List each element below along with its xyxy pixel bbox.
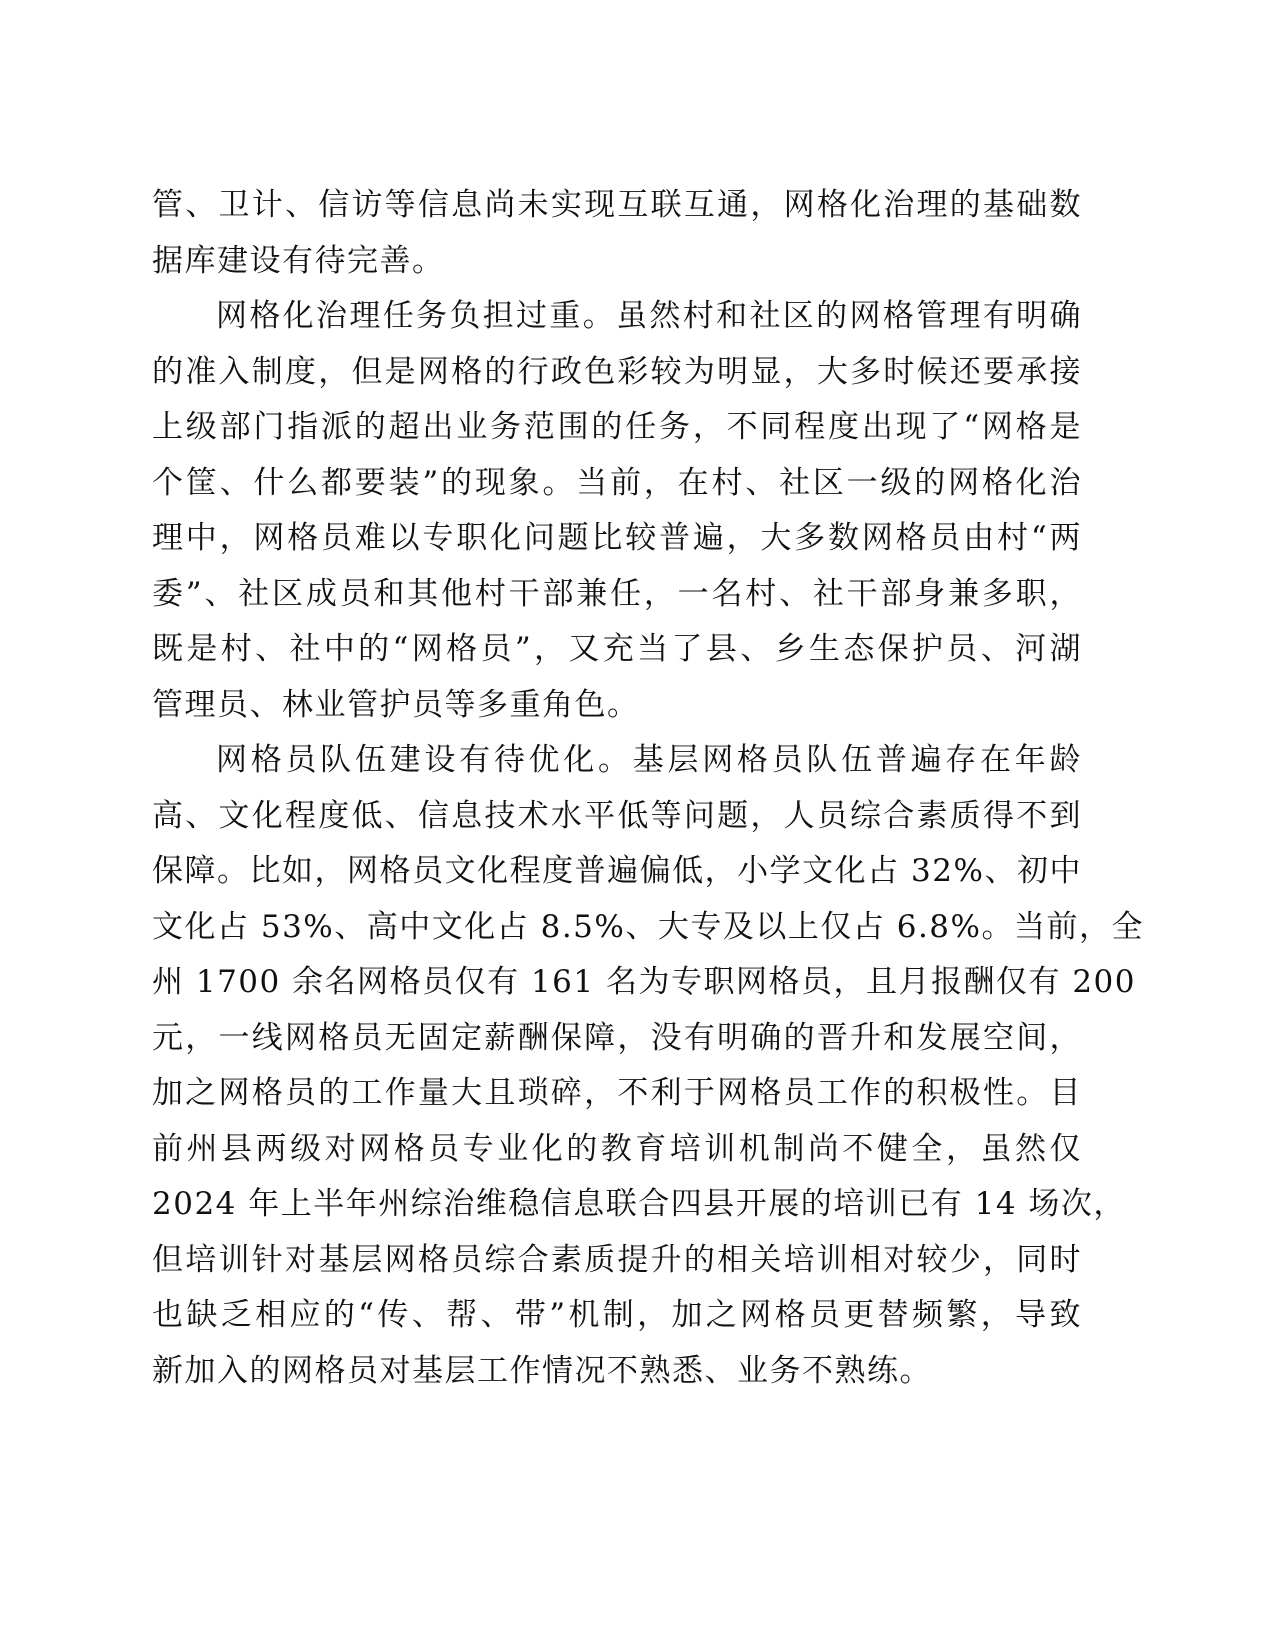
text-line: 管、卫计、信访等信息尚未实现互联互通，网格化治理的基础数 [152, 187, 1082, 223]
text-line: 元，一线网格员无固定薪酬保障，没有明确的晋升和发展空间， [152, 1019, 1082, 1056]
paragraph-3 [152, 733, 1144, 1399]
text-line: 也缺乏相应的“传、帮、带”机制，加之网格员更替频繁，导致 [152, 1297, 1082, 1333]
paragraph-2 [152, 289, 1082, 733]
text-line: 据库建设有待完善。 [152, 242, 445, 279]
text-line: 委”、社区成员和其他村干部兼任，一名村、社干部身兼多职， [152, 575, 1082, 612]
text-line: 网格员队伍建设有待优化。基层网格员队伍普遍存在年龄 [216, 742, 1082, 778]
text-line: 文化占 53%、高中文化占 8.5%、大专及以上仅占 6.8%。当前，全 [152, 908, 1144, 945]
text-line: 网格化治理任务负担过重。虽然村和社区的网格管理有明确 [216, 298, 1082, 334]
text-line: 高、文化程度低、信息技术水平低等问题，人员综合素质得不到 [152, 797, 1082, 834]
text-line: 保障。比如，网格员文化程度普遍偏低，小学文化占 32%、初中 [152, 853, 1082, 889]
text-line: 上级部门指派的超出业务范围的任务，不同程度出现了“网格是 [152, 409, 1082, 445]
text-line: 加之网格员的工作量大且琐碎，不利于网格员工作的积极性。目 [152, 1075, 1082, 1111]
text-line: 理中，网格员难以专职化问题比较普遍，大多数网格员由村“两 [152, 520, 1082, 556]
paragraph-1 [152, 178, 1082, 289]
text-line: 既是村、社中的“网格员”，又充当了县、乡生态保护员、河湖 [152, 631, 1082, 667]
body-text [152, 178, 1144, 1399]
text-line: 2024 年上半年州综治维稳信息联合四县开展的培训已有 14 场次， [152, 1186, 1126, 1222]
text-line: 但培训针对基层网格员综合素质提升的相关培训相对较少，同时 [152, 1241, 1082, 1278]
text-line: 的准入制度，但是网格的行政色彩较为明显，大多时候还要承接 [152, 353, 1082, 390]
text-line: 管理员、林业管护员等多重角色。 [152, 686, 640, 723]
text-line: 前州县两级对网格员专业化的教育培训机制尚不健全，虽然仅 [152, 1130, 1082, 1167]
text-line: 州 1700 余名网格员仅有 161 名为专职网格员，且月报酬仅有 200 [152, 964, 1136, 1000]
text-line: 个筐、什么都要装”的现象。当前，在村、社区一级的网格化治 [152, 464, 1082, 501]
text-line: 新加入的网格员对基层工作情况不熟悉、业务不熟练。 [152, 1352, 932, 1389]
